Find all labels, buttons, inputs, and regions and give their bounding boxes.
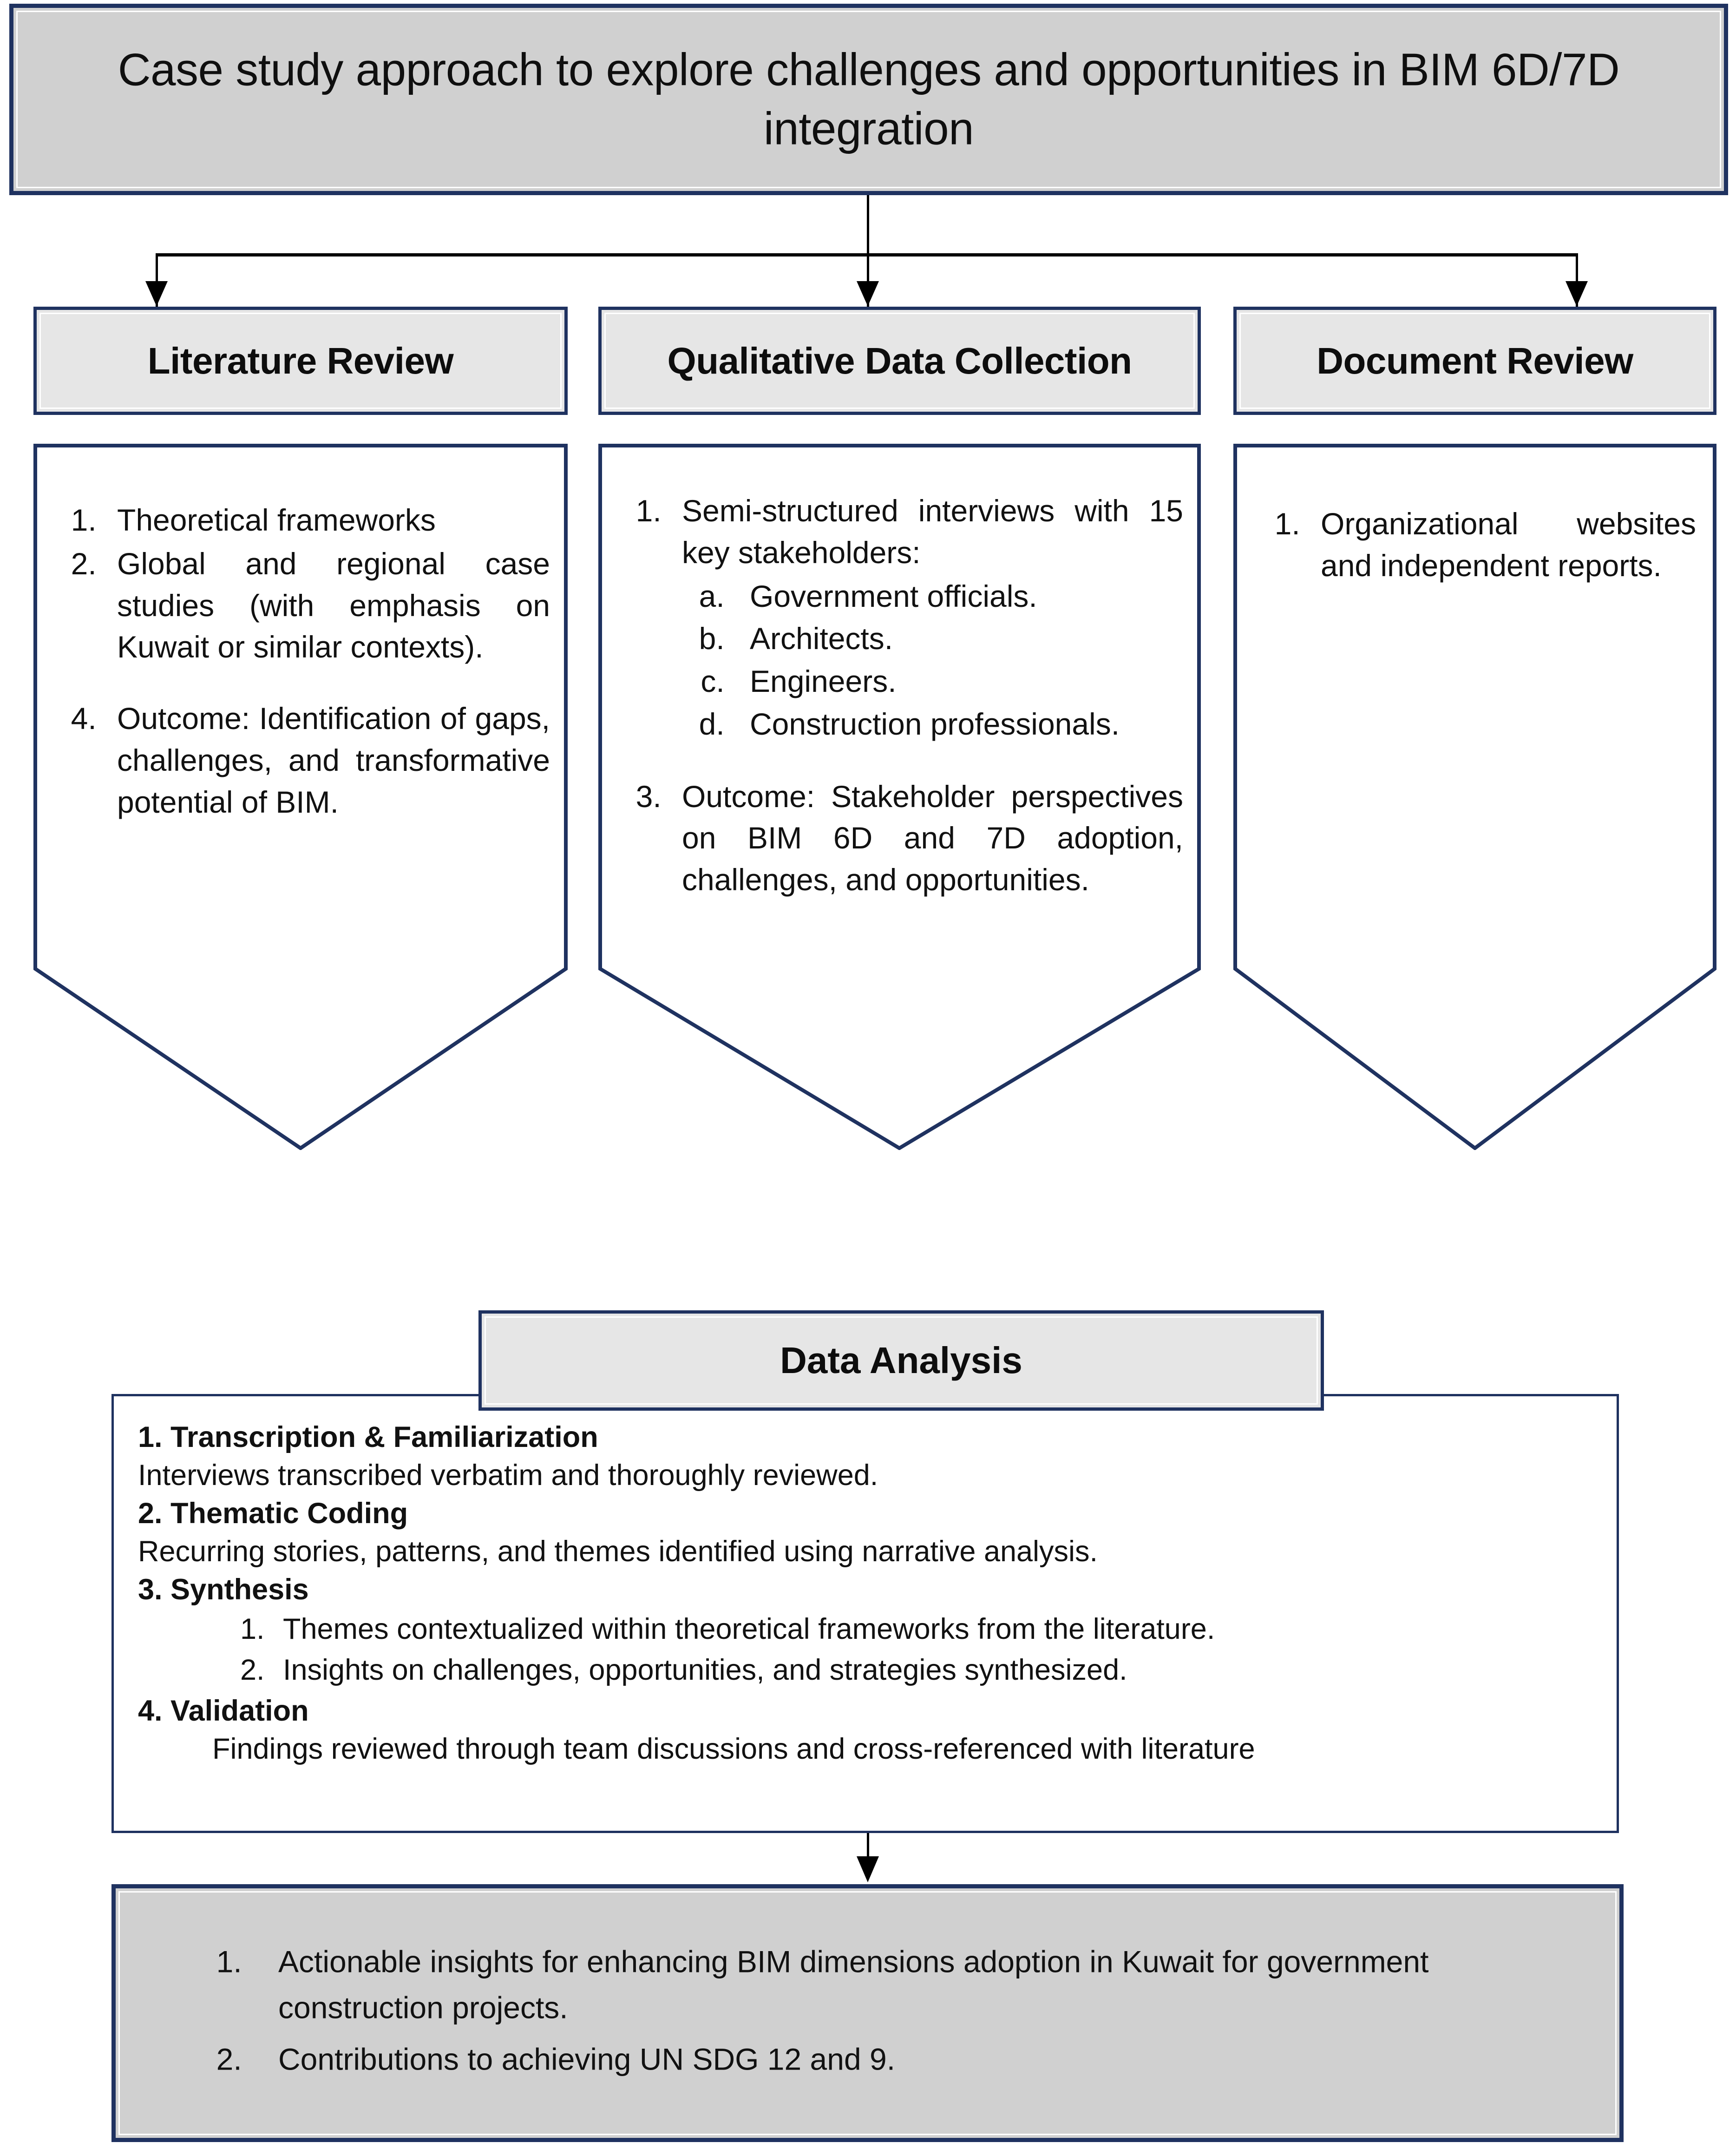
substep-number: 1.	[240, 1613, 265, 1646]
column-header-literature-review	[33, 307, 568, 415]
list-spacer	[670, 748, 1183, 774]
page-title: Case study approach to explore challenges and opportunities in BIM 6D/7D integration	[118, 44, 1620, 154]
analysis-step-body: Findings reviewed through team discussions and cross-referenced with literature	[212, 1733, 1255, 1766]
list-item: 2. Global and regional case studies (with emphasis on Kuwait or similar contexts).	[105, 543, 550, 668]
column-body-document-review	[1233, 444, 1716, 1150]
column-header-label: Qualitative Data Collection	[667, 340, 1132, 381]
column-body-qualitative-data-collection	[598, 444, 1201, 1150]
outcome-content	[176, 1939, 1564, 2088]
outcome-list	[176, 1939, 1564, 2082]
data-analysis-body-box	[111, 1394, 1619, 1833]
list-item-text: Semi-structured interviews with 15 key stakeholders:	[682, 493, 1183, 570]
column-header-label: Document Review	[1317, 340, 1633, 381]
substep-text: Insights on challenges, opportunities, and strategies synthesized.	[283, 1654, 1127, 1687]
column-header-document-review	[1233, 307, 1716, 415]
analysis-step-body: Recurring stories, patterns, and themes identified using narrative analysis.	[138, 1535, 1098, 1568]
arrowhead-middle-column	[857, 281, 879, 306]
list-spacer	[105, 670, 550, 696]
arrowhead-right-column	[1566, 281, 1588, 306]
literature-review-list	[53, 500, 550, 823]
analysis-step-heading: 4. Validation	[138, 1695, 309, 1728]
data-analysis-label-box	[478, 1310, 1324, 1411]
sub-list-item: a. Government officials.	[733, 576, 1183, 618]
list-item: 3. Outcome: Stakeholder perspectives on BIM 6D and 7D adoption, challenges, and opportunities.	[670, 776, 1183, 901]
column-body-content	[618, 490, 1183, 903]
list-item: 1. Actionable insights for enhancing BIM dimensions adoption in Kuwait for government construction projects.	[250, 1939, 1564, 2031]
analysis-substep	[138, 1610, 1598, 1649]
column-header-qualitative-data-collection	[598, 307, 1201, 415]
connector-bus-horizontal	[157, 253, 1578, 256]
sub-list-item: c. Engineers.	[733, 661, 1183, 703]
sub-list-item: d. Construction professionals.	[733, 703, 1183, 745]
analysis-step-heading: 1. Transcription & Familiarization	[138, 1421, 598, 1453]
title-banner	[9, 4, 1728, 195]
analysis-step-body: Interviews transcribed verbatim and thoroughly reviewed.	[138, 1459, 878, 1492]
substep-text: Themes contextualized within theoretical frameworks from the literature.	[283, 1613, 1215, 1646]
document-review-list	[1257, 503, 1696, 587]
data-analysis-label: Data Analysis	[780, 1340, 1022, 1381]
list-item: 4. Outcome: Identification of gaps, challenges, and transformative potential of BIM.	[105, 698, 550, 823]
arrowhead-outcome	[857, 1856, 879, 1882]
sub-list-item: b. Architects.	[733, 618, 1183, 660]
analysis-substep	[138, 1651, 1598, 1689]
data-analysis-content	[138, 1419, 1598, 1768]
analysis-step-heading: 2. Thematic Coding	[138, 1497, 408, 1530]
list-item: 1. Organizational websites and independent reports.	[1309, 503, 1696, 587]
substep-number: 2.	[240, 1654, 265, 1687]
list-item: 1. Theoretical frameworks	[105, 500, 550, 541]
column-body-content	[1257, 503, 1696, 589]
arrowhead-left-column	[145, 281, 168, 306]
outcome-banner	[111, 1884, 1624, 2142]
stakeholder-sublist	[682, 576, 1183, 745]
list-item	[670, 490, 1183, 745]
column-body-literature-review	[33, 444, 568, 1150]
column-body-content	[53, 500, 550, 825]
analysis-step-heading: 3. Synthesis	[138, 1573, 309, 1606]
column-header-label: Literature Review	[147, 340, 454, 381]
list-item: 2. Contributions to achieving UN SDG 12 and 9.	[250, 2036, 1564, 2082]
qualitative-data-list	[618, 490, 1183, 901]
